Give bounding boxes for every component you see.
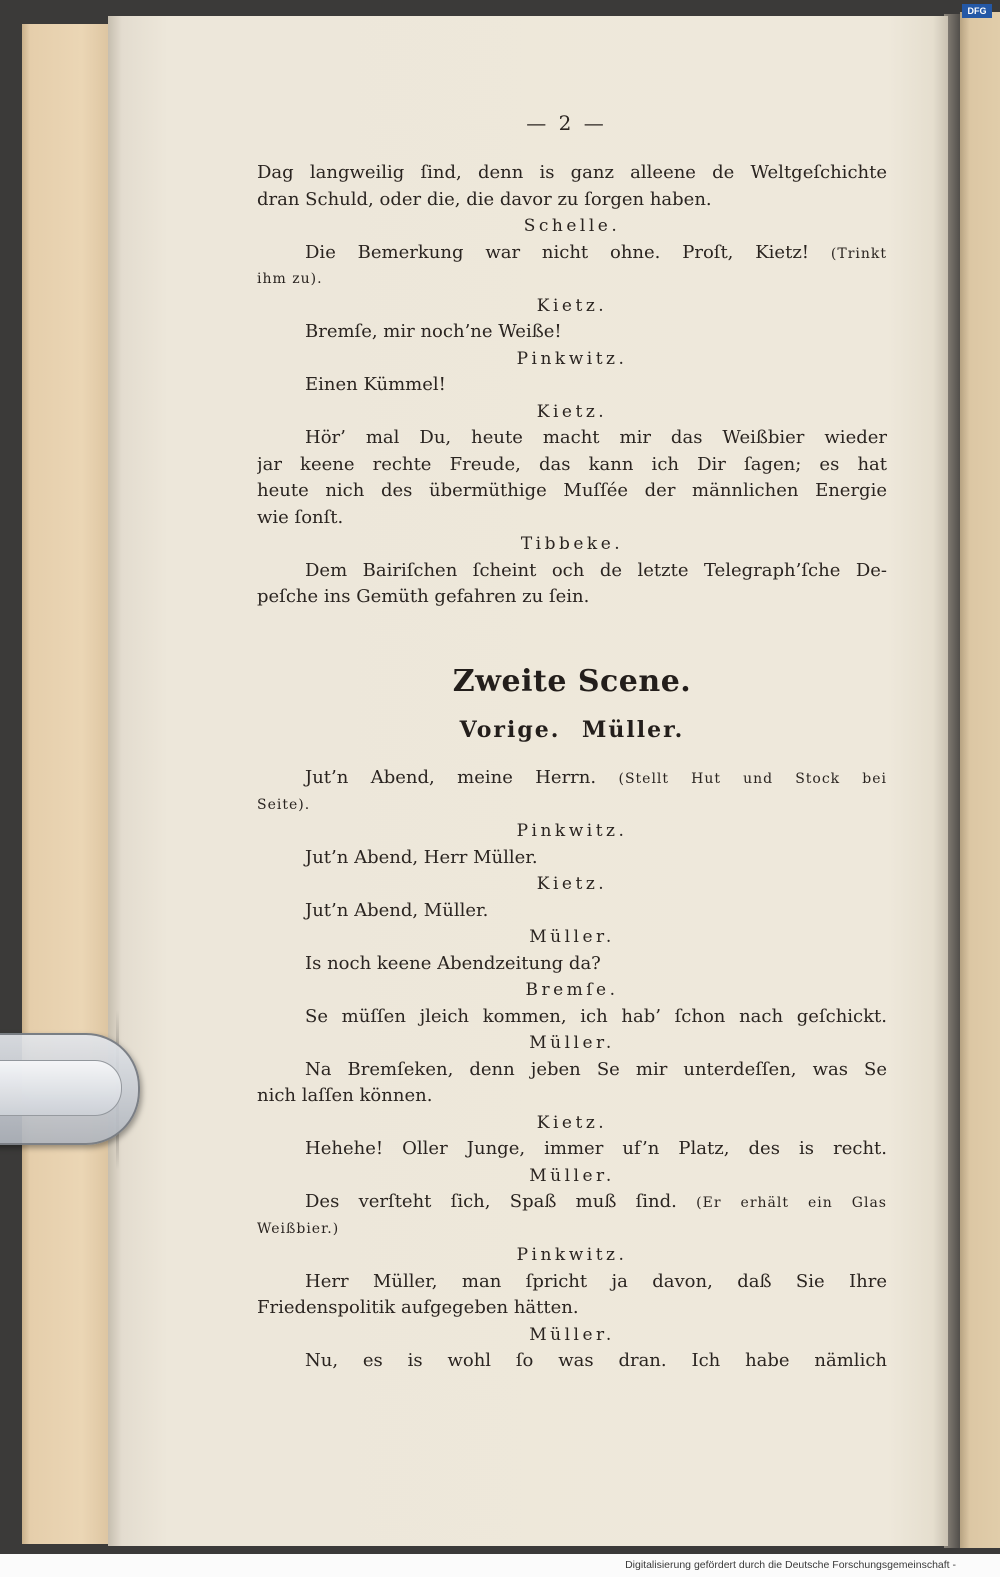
dialogue-line: Bremſe, mir noch’ne Weiße! xyxy=(305,321,562,342)
digitization-footer xyxy=(0,1554,1000,1577)
dialogue-line xyxy=(257,765,887,792)
speaker-name: Tibbeke. xyxy=(520,534,624,554)
stage-direction: ihm zu). xyxy=(257,271,323,287)
dialogue-section-2 xyxy=(257,765,887,1375)
footer-credit: Digitalisierung gefördert durch die Deutsche Forschungsgemeinschaft - xyxy=(625,1559,956,1571)
stage-direction: Seite). xyxy=(257,796,311,813)
dialogue-text: Die Bemerkung war nicht ohne. Proſt, Kietz! xyxy=(305,241,810,263)
dialogue-line: Dem Bairiſchen ſcheint och de letzte Telegraph’ſche De- xyxy=(305,559,887,581)
speaker-name: Müller. xyxy=(529,1324,615,1345)
speaker-name: Pinkwitz. xyxy=(516,821,628,841)
dialogue-line: Herr Müller, man ſpricht ja davon, daß Sie Ihre xyxy=(305,1270,887,1292)
dialogue-line: Dag langweilig ſind, denn is ganz alleene de Weltgeſchichte xyxy=(257,162,887,183)
dialogue-text: Jut’n Abend, meine Herrn. xyxy=(305,767,597,788)
stage-direction: (Stellt Hut und Stock bei xyxy=(618,771,887,787)
dialogue-line: Hehehe! Oller Junge, immer uf’n Platz, des is recht. xyxy=(305,1138,887,1159)
speaker-name: Pinkwitz. xyxy=(516,1245,628,1265)
dialogue-line: Is noch keene Abendzeitung da? xyxy=(305,952,601,974)
stage-direction: (Er erhält ein Glas xyxy=(696,1195,887,1211)
dfg-logo: DFG xyxy=(962,4,992,18)
page-number: — 2 — xyxy=(526,111,604,135)
binder-clip-slot xyxy=(0,1060,122,1116)
dialogue-line: heute nich des übermüthige Muſſée der männlichen Energie xyxy=(257,480,887,501)
speaker-name: Pinkwitz. xyxy=(516,348,628,369)
speaker-name: Kietz. xyxy=(536,295,608,316)
dialogue-line: wie ſonſt. xyxy=(257,506,344,528)
speaker-name: Schelle. xyxy=(523,216,621,236)
scene-title: Zweite Scene. xyxy=(452,664,692,699)
underlying-page-right xyxy=(960,12,1000,1548)
dialogue-line: Nu, es is wohl ſo was dran. Ich habe nämlich xyxy=(305,1350,887,1371)
dialogue-line: Jut’n Abend, Müller. xyxy=(305,899,489,921)
dialogue-line: jar keene rechte Freude, das kann ich Dir ſagen; es hat xyxy=(257,453,887,475)
dialogue-line: Se müſſen jleich kommen, ich hab’ ſchon nach geſchickt. xyxy=(305,1005,887,1027)
dialogue-line: Na Bremſeken, denn jeben Se mir unterdeſſen, was Se xyxy=(305,1058,887,1080)
speaker-name: Kietz. xyxy=(536,874,608,894)
dialogue-line xyxy=(257,1189,887,1216)
speaker-name: Bremſe. xyxy=(525,980,619,1000)
speaker-name: Müller. xyxy=(529,1033,615,1053)
scene-cast: Vorige. Müller. xyxy=(459,717,685,743)
stage-direction: Weißbier.) xyxy=(257,1220,340,1237)
speaker-name: Kietz. xyxy=(536,401,608,422)
speaker-name: Müller. xyxy=(529,927,615,947)
stage-direction: (Trinkt xyxy=(830,245,887,262)
dialogue-line: peſche ins Gemüth gefahren zu ſein. xyxy=(257,586,590,607)
dialogue-line: nich laſſen können. xyxy=(257,1085,433,1106)
dialogue-line: Einen Kümmel! xyxy=(305,374,446,395)
dialogue-line: Hör’ mal Du, heute macht mir das Weißbier wieder xyxy=(305,427,887,448)
dialogue-line: dran Schuld, oder die, die davor zu ſorgen haben. xyxy=(257,188,712,210)
speaker-name: Kietz. xyxy=(536,1112,608,1133)
underlying-page-left xyxy=(22,24,118,1544)
speaker-name: Müller. xyxy=(529,1165,615,1186)
dialogue-line xyxy=(257,240,887,267)
dialogue-section-1 xyxy=(257,160,887,611)
dialogue-text: Des verſteht ſich, Spaß muß ſind. xyxy=(305,1191,677,1212)
dialogue-line: Jut’n Abend, Herr Müller. xyxy=(305,846,538,868)
dialogue-line: Friedenspolitik aufgegeben hätten. xyxy=(257,1297,579,1318)
